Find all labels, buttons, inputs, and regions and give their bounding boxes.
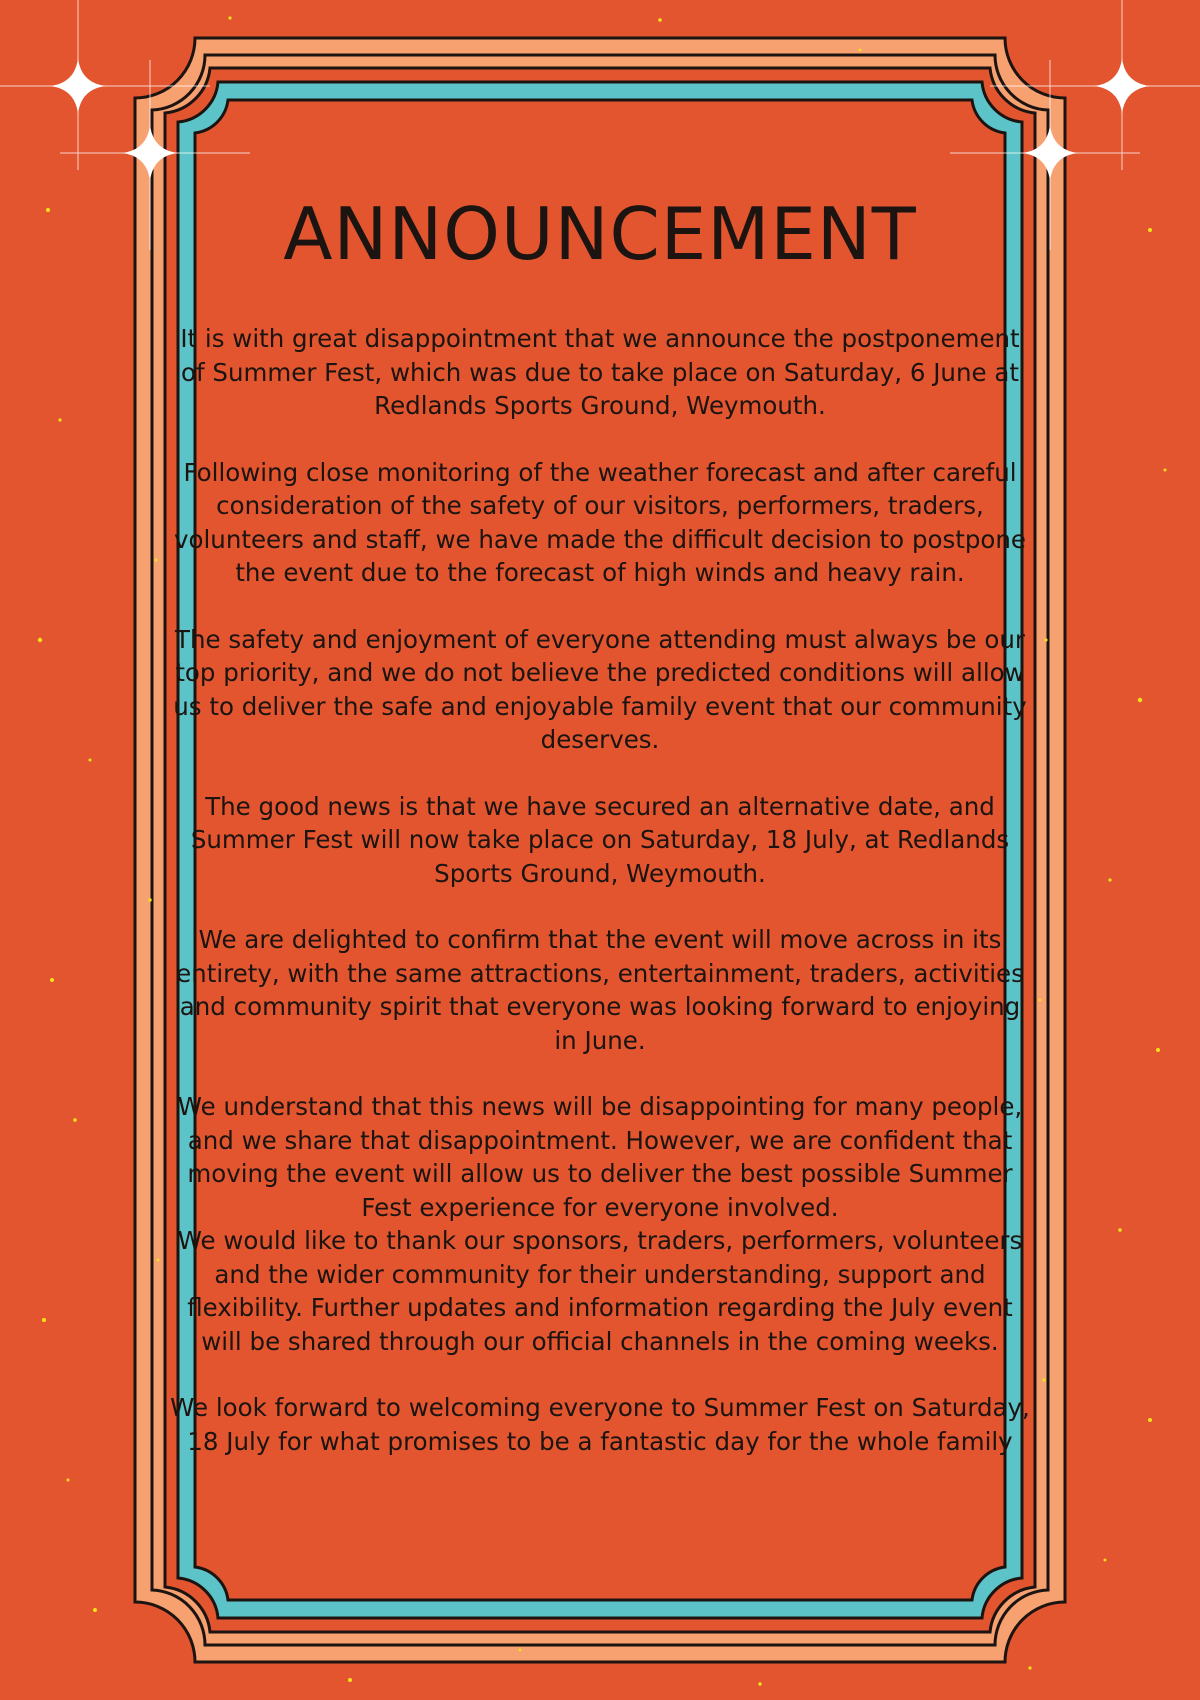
paragraph-understanding: We understand that this news will be disappointing for many people, and we share that disappointment. However, we are confident that moving the event will allow us to deliver the best possible Summer Fest experience for everyone involved. <box>177 1092 1023 1222</box>
paragraph-postponement: It is with great disappointment that we announce the postponement of Summer Fest, which was due to take place on Saturday, 6 June at Redlands Sports Ground, Weymouth. <box>180 324 1020 421</box>
sparkle-icon <box>50 58 106 114</box>
paragraph-new-date: The good news is that we have secured an alternative date, and Summer Fest will now take place on Saturday, 18 July, at Redlands Sports Ground, Weymouth. <box>190 791 1010 888</box>
paragraph-entirety: We are delighted to confirm that the event will move across in its entirety, with the same attractions, entertainment, traders, activities and community spirit that everyone was looking forward to enjoying in June. <box>176 925 1024 1055</box>
page-title: ANNOUNCEMENT <box>283 192 917 276</box>
paragraph-closing: We look forward to welcoming everyone to Summer Fest on Saturday, 18 July for what promises to be a fantastic day for the whole family <box>170 1393 1030 1456</box>
sparkle-icon <box>1094 58 1150 114</box>
paragraph-thanks: We would like to thank our sponsors, traders, performers, volunteers and the wider community for their understanding, support and flexibility. Further updates and information regarding the July event will be shared through our official channels in the coming weeks. <box>177 1226 1023 1356</box>
announcement-body <box>170 192 1030 1458</box>
paragraph-safety: The safety and enjoyment of everyone attending must always be our top priority, and we do not believe the predicted conditions will allow us to deliver the safe and enjoyable family event that our community deserves. <box>173 624 1027 755</box>
paragraph-weather: Following close monitoring of the weather forecast and after careful consideration of the safety of our visitors, performers, traders, volunteers and staff, we have made the difficult decision to postpone the event due to the forecast of high winds and heavy rain. <box>174 457 1026 588</box>
